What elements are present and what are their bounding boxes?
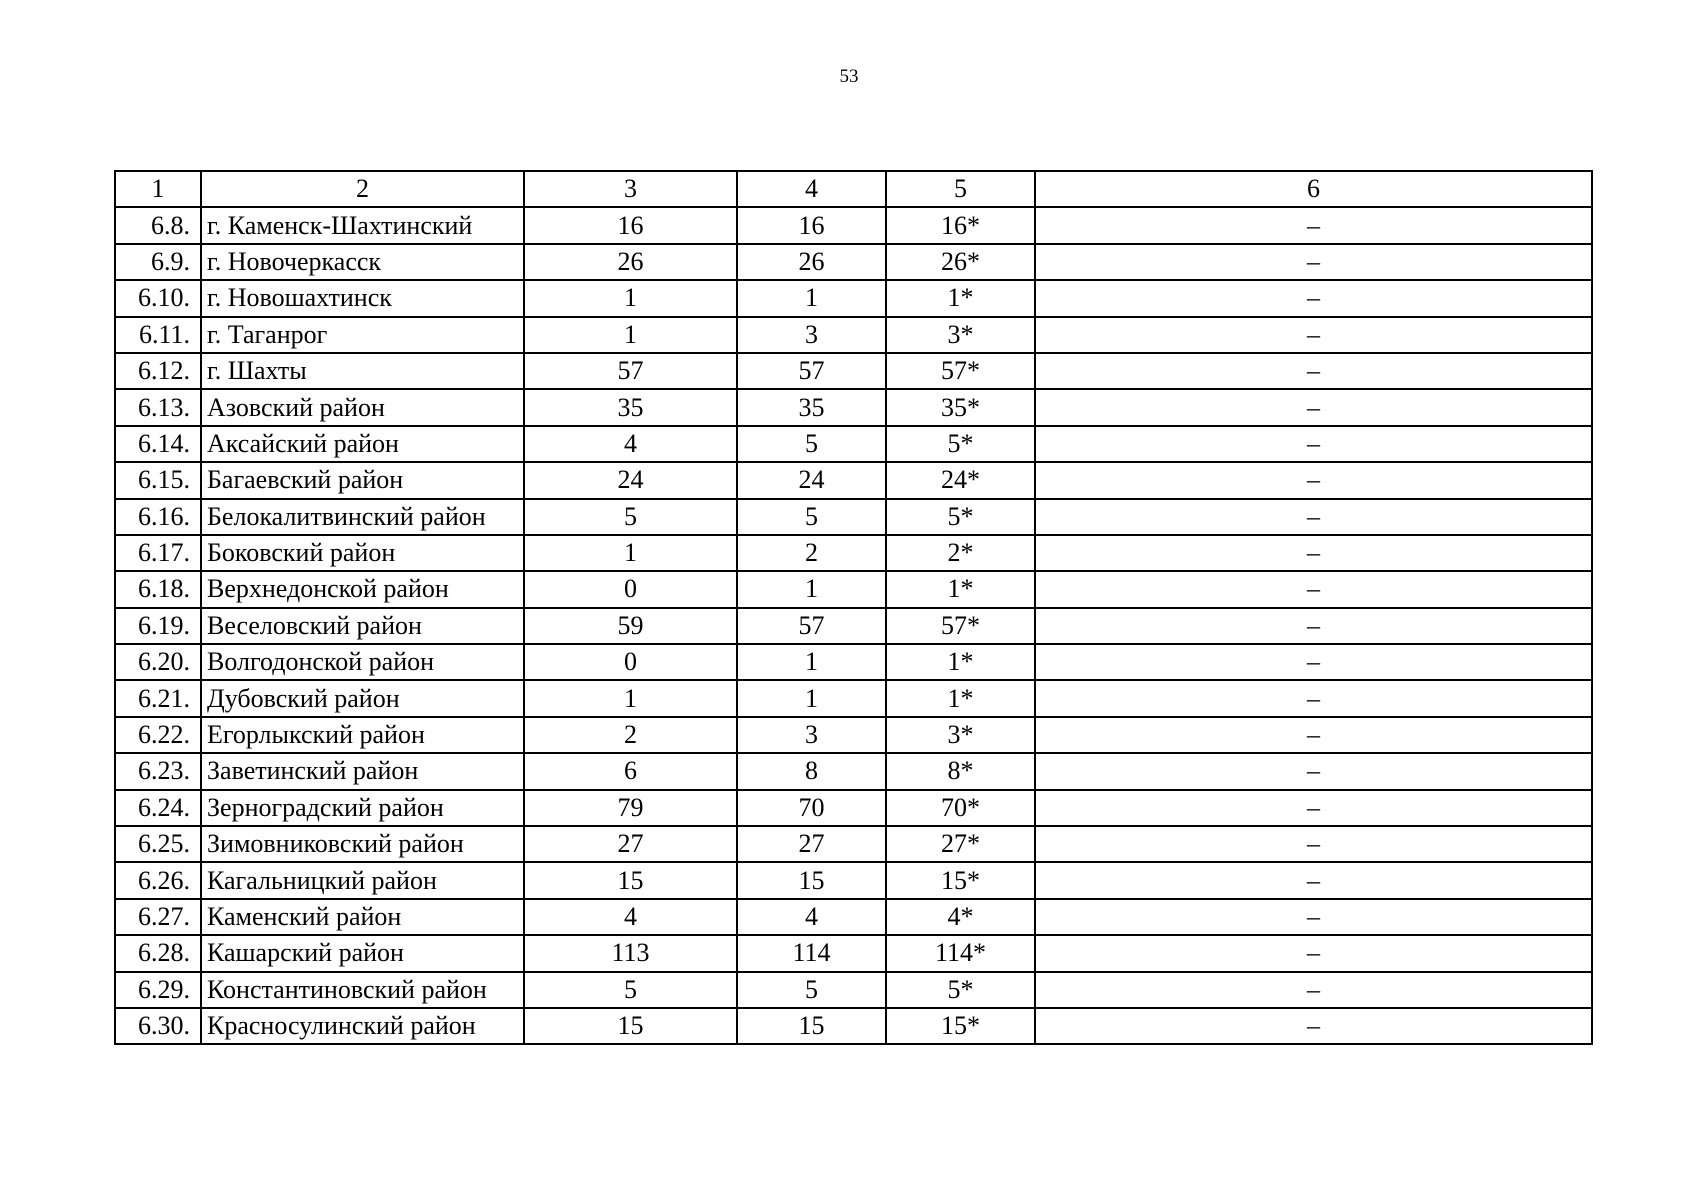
col-6-cell: – <box>1035 935 1592 971</box>
col-6-cell: – <box>1035 571 1592 607</box>
table-row <box>115 680 1592 716</box>
header-cell-5: 5 <box>886 171 1035 207</box>
col-5-cell: 24* <box>886 462 1035 498</box>
col-6-cell: – <box>1035 389 1592 425</box>
col-5-cell: 5* <box>886 499 1035 535</box>
col-5-cell: 5* <box>886 426 1035 462</box>
col-3-cell: 59 <box>524 608 737 644</box>
col-name-cell: Азовский район <box>201 389 524 425</box>
col-name-cell: Красносулинский район <box>201 1008 524 1044</box>
col-4-cell: 4 <box>737 899 886 935</box>
page-number: 53 <box>839 66 859 87</box>
col-3-cell: 5 <box>524 972 737 1008</box>
col-3-cell: 6 <box>524 753 737 789</box>
col-5-cell: 70* <box>886 790 1035 826</box>
col-6-cell: – <box>1035 535 1592 571</box>
header-cell-2: 2 <box>201 171 524 207</box>
col-5-cell: 3* <box>886 717 1035 753</box>
col-number-cell: 6.22. <box>115 717 201 753</box>
data-table <box>114 170 1593 1045</box>
col-4-cell: 16 <box>737 207 886 243</box>
header-cell-3: 3 <box>524 171 737 207</box>
col-4-cell: 27 <box>737 826 886 862</box>
col-5-cell: 1* <box>886 644 1035 680</box>
col-name-cell: Веселовский район <box>201 608 524 644</box>
col-name-cell: Волгодонской район <box>201 644 524 680</box>
table-row <box>115 462 1592 498</box>
col-3-cell: 27 <box>524 826 737 862</box>
col-number-cell: 6.27. <box>115 899 201 935</box>
table-row <box>115 317 1592 353</box>
col-name-cell: Аксайский район <box>201 426 524 462</box>
col-3-cell: 1 <box>524 317 737 353</box>
col-number-cell: 6.23. <box>115 753 201 789</box>
table-row <box>115 207 1592 243</box>
col-5-cell: 1* <box>886 680 1035 716</box>
col-5-cell: 1* <box>886 571 1035 607</box>
col-3-cell: 0 <box>524 644 737 680</box>
col-5-cell: 3* <box>886 317 1035 353</box>
col-6-cell: – <box>1035 644 1592 680</box>
col-number-cell: 6.17. <box>115 535 201 571</box>
col-4-cell: 3 <box>737 717 886 753</box>
header-row <box>115 171 1592 207</box>
table-row <box>115 972 1592 1008</box>
col-4-cell: 1 <box>737 280 886 316</box>
col-number-cell: 6.15. <box>115 462 201 498</box>
col-name-cell: Константиновский район <box>201 972 524 1008</box>
col-number-cell: 6.26. <box>115 862 201 898</box>
col-4-cell: 1 <box>737 571 886 607</box>
col-name-cell: г. Шахты <box>201 353 524 389</box>
col-6-cell: – <box>1035 1008 1592 1044</box>
col-name-cell: Багаевский район <box>201 462 524 498</box>
col-number-cell: 6.10. <box>115 280 201 316</box>
col-6-cell: – <box>1035 499 1592 535</box>
col-5-cell: 15* <box>886 1008 1035 1044</box>
col-4-cell: 35 <box>737 389 886 425</box>
table-row <box>115 1008 1592 1044</box>
col-name-cell: Белокалитвинский район <box>201 499 524 535</box>
col-5-cell: 35* <box>886 389 1035 425</box>
col-number-cell: 6.21. <box>115 680 201 716</box>
col-4-cell: 24 <box>737 462 886 498</box>
col-4-cell: 5 <box>737 972 886 1008</box>
col-5-cell: 15* <box>886 862 1035 898</box>
col-4-cell: 5 <box>737 426 886 462</box>
col-3-cell: 79 <box>524 790 737 826</box>
col-4-cell: 3 <box>737 317 886 353</box>
table-row <box>115 426 1592 462</box>
table-row <box>115 353 1592 389</box>
col-6-cell: – <box>1035 862 1592 898</box>
table-row <box>115 644 1592 680</box>
col-name-cell: г. Новочеркасск <box>201 244 524 280</box>
col-3-cell: 2 <box>524 717 737 753</box>
col-5-cell: 2* <box>886 535 1035 571</box>
col-number-cell: 6.29. <box>115 972 201 1008</box>
col-number-cell: 6.8. <box>115 207 201 243</box>
table-row <box>115 753 1592 789</box>
col-3-cell: 35 <box>524 389 737 425</box>
col-3-cell: 1 <box>524 280 737 316</box>
col-number-cell: 6.25. <box>115 826 201 862</box>
table-row <box>115 280 1592 316</box>
col-name-cell: Зерноградский район <box>201 790 524 826</box>
col-3-cell: 1 <box>524 680 737 716</box>
col-6-cell: – <box>1035 207 1592 243</box>
col-name-cell: Боковский район <box>201 535 524 571</box>
col-4-cell: 57 <box>737 353 886 389</box>
col-name-cell: Кашарский район <box>201 935 524 971</box>
col-5-cell: 5* <box>886 972 1035 1008</box>
table-row <box>115 826 1592 862</box>
col-name-cell: Егорлыкский район <box>201 717 524 753</box>
col-6-cell: – <box>1035 426 1592 462</box>
col-4-cell: 114 <box>737 935 886 971</box>
col-6-cell: – <box>1035 899 1592 935</box>
col-3-cell: 5 <box>524 499 737 535</box>
col-6-cell: – <box>1035 317 1592 353</box>
col-number-cell: 6.19. <box>115 608 201 644</box>
col-4-cell: 15 <box>737 1008 886 1044</box>
col-3-cell: 113 <box>524 935 737 971</box>
col-5-cell: 1* <box>886 280 1035 316</box>
col-number-cell: 6.9. <box>115 244 201 280</box>
col-name-cell: Дубовский район <box>201 680 524 716</box>
table-row <box>115 862 1592 898</box>
col-6-cell: – <box>1035 353 1592 389</box>
col-name-cell: Заветинский район <box>201 753 524 789</box>
col-3-cell: 26 <box>524 244 737 280</box>
col-4-cell: 2 <box>737 535 886 571</box>
col-3-cell: 15 <box>524 862 737 898</box>
table-row <box>115 535 1592 571</box>
table-row <box>115 571 1592 607</box>
col-3-cell: 4 <box>524 426 737 462</box>
col-number-cell: 6.16. <box>115 499 201 535</box>
col-number-cell: 6.28. <box>115 935 201 971</box>
col-6-cell: – <box>1035 826 1592 862</box>
col-5-cell: 4* <box>886 899 1035 935</box>
table-row <box>115 935 1592 971</box>
col-3-cell: 0 <box>524 571 737 607</box>
col-name-cell: Кагальницкий район <box>201 862 524 898</box>
col-4-cell: 8 <box>737 753 886 789</box>
header-cell-6: 6 <box>1035 171 1592 207</box>
col-3-cell: 24 <box>524 462 737 498</box>
col-4-cell: 15 <box>737 862 886 898</box>
col-3-cell: 4 <box>524 899 737 935</box>
col-4-cell: 57 <box>737 608 886 644</box>
col-number-cell: 6.13. <box>115 389 201 425</box>
col-name-cell: г. Каменск-Шахтинский <box>201 207 524 243</box>
table-row <box>115 608 1592 644</box>
col-4-cell: 5 <box>737 499 886 535</box>
col-name-cell: г. Таганрог <box>201 317 524 353</box>
col-6-cell: – <box>1035 280 1592 316</box>
table-row <box>115 389 1592 425</box>
col-4-cell: 70 <box>737 790 886 826</box>
table-row <box>115 499 1592 535</box>
col-number-cell: 6.18. <box>115 571 201 607</box>
col-4-cell: 26 <box>737 244 886 280</box>
col-number-cell: 6.24. <box>115 790 201 826</box>
col-5-cell: 114* <box>886 935 1035 971</box>
col-5-cell: 57* <box>886 353 1035 389</box>
col-6-cell: – <box>1035 790 1592 826</box>
col-4-cell: 1 <box>737 644 886 680</box>
col-name-cell: г. Новошахтинск <box>201 280 524 316</box>
table-row <box>115 717 1592 753</box>
table-row <box>115 790 1592 826</box>
col-number-cell: 6.11. <box>115 317 201 353</box>
table-row <box>115 899 1592 935</box>
col-number-cell: 6.20. <box>115 644 201 680</box>
table-body <box>115 171 1592 1044</box>
col-5-cell: 27* <box>886 826 1035 862</box>
col-6-cell: – <box>1035 608 1592 644</box>
col-number-cell: 6.12. <box>115 353 201 389</box>
col-6-cell: – <box>1035 717 1592 753</box>
col-number-cell: 6.30. <box>115 1008 201 1044</box>
col-6-cell: – <box>1035 680 1592 716</box>
header-cell-4: 4 <box>737 171 886 207</box>
col-4-cell: 1 <box>737 680 886 716</box>
col-number-cell: 6.14. <box>115 426 201 462</box>
col-name-cell: Верхнедонской район <box>201 571 524 607</box>
col-3-cell: 57 <box>524 353 737 389</box>
col-5-cell: 26* <box>886 244 1035 280</box>
col-3-cell: 1 <box>524 535 737 571</box>
table-row <box>115 244 1592 280</box>
col-name-cell: Зимовниковский район <box>201 826 524 862</box>
col-5-cell: 8* <box>886 753 1035 789</box>
col-3-cell: 16 <box>524 207 737 243</box>
col-name-cell: Каменский район <box>201 899 524 935</box>
col-5-cell: 16* <box>886 207 1035 243</box>
header-cell-1: 1 <box>115 171 201 207</box>
col-6-cell: – <box>1035 244 1592 280</box>
col-6-cell: – <box>1035 462 1592 498</box>
col-5-cell: 57* <box>886 608 1035 644</box>
col-3-cell: 15 <box>524 1008 737 1044</box>
col-6-cell: – <box>1035 972 1592 1008</box>
col-6-cell: – <box>1035 753 1592 789</box>
